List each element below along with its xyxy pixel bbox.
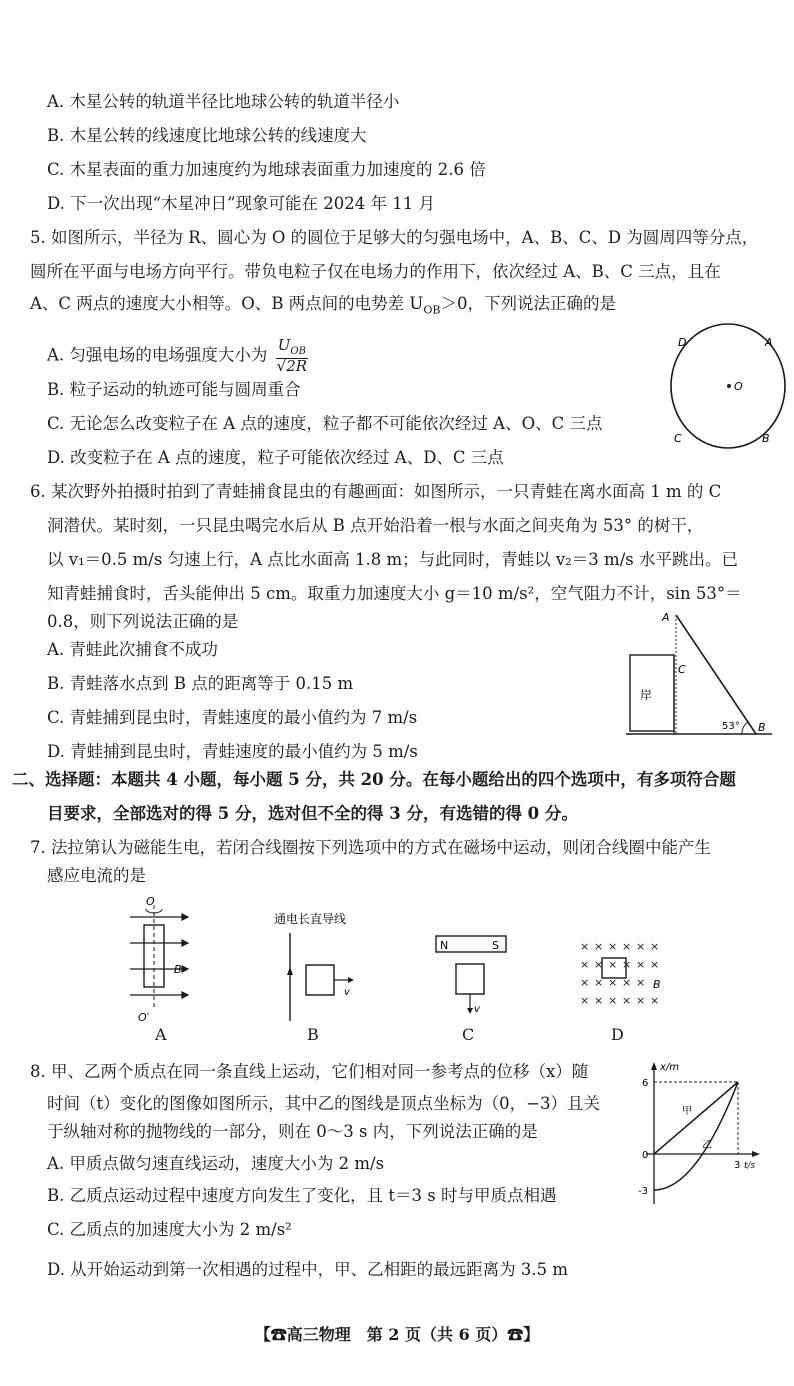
q8-stem-line3: 于纵轴对称的抛物线的一部分，则在 0～3 s 内，下列说法正确的是 (47, 1122, 538, 1141)
label-v: v (474, 1004, 480, 1015)
coil (306, 965, 334, 995)
label-o-top: O (146, 895, 155, 908)
svg-text:×: × (594, 994, 604, 1007)
svg-text:×: × (580, 940, 590, 953)
bank-label: 岸 (640, 688, 653, 702)
center-dot (727, 384, 731, 388)
svg-text:×: × (580, 976, 590, 989)
label-n: N (440, 939, 449, 952)
label-b: B (762, 432, 770, 445)
magnetic-field-crosses (580, 940, 659, 1007)
page-footer: 【☎高三物理 第 2 页（共 6 页）☎】 (254, 1325, 540, 1344)
q5-option-c: C. 无论怎么改变粒子在 A 点的速度，粒子都不可能依次经过 A、O、C 三点 (47, 414, 603, 433)
svg-text:×: × (650, 994, 660, 1007)
svg-text:×: × (580, 994, 590, 1007)
svg-text:×: × (608, 994, 618, 1007)
q6-stem-line4: 知青蛙捕食时，舌头能伸出 5 cm。取重力加速度大小 g＝10 m/s²，空气阻力不计，sin 53°＝ (47, 584, 742, 603)
q4-option-c: C. 木星表面的重力加速度约为地球表面重力加速度的 2.6 倍 (47, 160, 486, 179)
label-c: C (674, 432, 682, 445)
label-yi: 乙 (702, 1140, 712, 1151)
q7-caption-d: D (611, 1025, 624, 1044)
q6-frog-figure (626, 607, 776, 739)
q7-caption-a: A (155, 1025, 167, 1044)
current-arrow (287, 967, 293, 975)
q6-option-c: C. 青蛙捕到昆虫时，青蛙速度的最小值约为 7 m/s (47, 708, 418, 727)
q7-figure-b (262, 905, 362, 1025)
parabola-yi (654, 1082, 741, 1190)
field-strength-fraction: $\frac{U_{OB}}{√2R}$ (276, 336, 308, 375)
label-v: v (344, 987, 350, 998)
q8-stem-line1: 8. 甲、乙两个质点在同一条直线上运动，它们相对同一参考点的位移（x）随 (30, 1062, 589, 1081)
q7-caption-c: C (462, 1025, 475, 1044)
svg-text:×: × (594, 976, 604, 989)
line-jia (654, 1082, 738, 1154)
q8-option-c: C. 乙质点的加速度大小为 2 m/s² (47, 1220, 292, 1239)
q6-stem-line1: 6. 某次野外拍摄时拍到了青蛙捕食昆虫的有趣画面：如图所示，一只青蛙在离水面高 1 m 的 C (30, 482, 722, 501)
y-axis-label: x/m (660, 1062, 680, 1073)
q4-option-d: D. 下一次出现“木星冲日”现象可能在 2024 年 11 月 (47, 194, 435, 213)
svg-text:×: × (580, 958, 590, 971)
svg-text:×: × (622, 994, 632, 1007)
q7-caption-b: B (307, 1025, 319, 1044)
label-c: C (678, 663, 686, 676)
q7-stem-line2: 感应电流的是 (47, 866, 146, 885)
angle-label: 53° (722, 721, 740, 732)
svg-text:×: × (622, 940, 632, 953)
q6-stem-line2: 洞潜伏。某时刻，一只昆虫喝完水后从 B 点开始沿着一根与水面之间夹角为 53° 的树干， (47, 516, 704, 535)
section2-line2: 目要求，全部选对的得 5 分，选对但不全的得 3 分，有选错的得 0 分。 (47, 804, 578, 823)
q8-option-a: A. 甲质点做匀速直线运动，速度大小为 2 m/s (47, 1154, 385, 1173)
label-jia: 甲 (682, 1106, 692, 1117)
q8-stem-line2: 时间（t）变化的图像如图所示，其中乙的图线是顶点坐标为（0，−3）且关 (47, 1094, 600, 1113)
label-b: B (174, 963, 182, 976)
svg-text:×: × (636, 994, 646, 1007)
q7-figure-a (120, 895, 206, 1030)
label-b: B (653, 978, 661, 991)
q6-option-d: D. 青蛙捕到昆虫时，青蛙速度的最小值约为 5 m/s (47, 742, 418, 761)
svg-text:×: × (622, 976, 632, 989)
q5-option-d: D. 改变粒子在 A 点的速度，粒子可能依次经过 A、D、C 三点 (47, 448, 504, 467)
section2-line1: 二、选择题：本题共 4 小题，每小题 5 分，共 20 分。在每小题给出的四个选项中，有多项符合题 (12, 770, 736, 789)
svg-text:×: × (594, 958, 604, 971)
q8-xt-graph (632, 1058, 762, 1208)
q7-figure-c (432, 932, 512, 1018)
q6-stem-line5: 0.8，则下列说法正确的是 (47, 612, 239, 631)
tick-neg3: -3 (638, 1186, 648, 1197)
svg-text:×: × (608, 976, 618, 989)
svg-text:×: × (608, 940, 618, 953)
label-s: S (492, 939, 499, 952)
svg-text:×: × (594, 940, 604, 953)
q6-option-a: A. 青蛙此次捕食不成功 (47, 640, 218, 659)
tick-6: 6 (642, 1078, 649, 1089)
q5-stem-line2: 圆所在平面与电场方向平行。带负电粒子仅在电场力的作用下，依次经过 A、B、C 三点，且在 (30, 262, 721, 281)
q7-stem-line1: 7. 法拉第认为磁能生电，若闭合线圈按下列选项中的方式在磁场中运动，则闭合线圈中能产生 (30, 838, 711, 857)
tree-trunk (676, 615, 756, 734)
q8-option-d: D. 从开始运动到第一次相遇的过程中，甲、乙相距的最远距离为 3.5 m (47, 1260, 569, 1279)
q4-option-b: B. 木星公转的线速度比地球公转的线速度大 (47, 126, 367, 145)
label-d: D (678, 336, 687, 349)
svg-text:×: × (622, 958, 632, 971)
wire-label: 通电长直导线 (274, 912, 347, 926)
q4-option-a: A. 木星公转的轨道半径比地球公转的轨道半径小 (47, 92, 400, 111)
angle-arc (742, 722, 748, 734)
q6-stem-line3: 以 v₁＝0.5 m/s 匀速上行，A 点比水面高 1.8 m；与此同时，青蛙以 v₂＝3 m/s 水平跳出。已 (47, 550, 738, 569)
q6-option-b: B. 青蛙落水点到 B 点的距离等于 0.15 m (47, 674, 354, 693)
label-a: A (765, 336, 773, 349)
label-o: O (734, 380, 743, 393)
label-a: A (662, 611, 670, 624)
q7-figure-d (576, 938, 668, 1020)
q5-circle-figure (662, 318, 792, 456)
label-b: B (758, 721, 766, 734)
svg-text:×: × (636, 976, 646, 989)
q5-option-b: B. 粒子运动的轨迹可能与圆周重合 (47, 380, 301, 399)
tick-0: 0 (642, 1150, 649, 1161)
svg-text:×: × (636, 958, 646, 971)
q5-option-a: A. 匀强电场的电场强度大小为 $\frac{U_{OB}}{√2R}$ (47, 336, 308, 375)
q8-option-b: B. 乙质点运动过程中速度方向发生了变化，且 t＝3 s 时与甲质点相遇 (47, 1186, 557, 1205)
svg-text:×: × (650, 958, 660, 971)
q5-stem-line3: A、C 两点的速度大小相等。O、B 两点间的电势差 $U_{OB}>0$，下列说法正确的是 (30, 294, 616, 317)
coil (456, 964, 484, 994)
tick-3: 3 (734, 1160, 741, 1171)
svg-text:×: × (636, 940, 646, 953)
q5-stem-line1: 5. 如图所示，半径为 R、圆心为 O 的圆位于足够大的匀强电场中，A、B、C、D 为圆周四等分点， (30, 228, 759, 247)
svg-text:×: × (650, 940, 660, 953)
svg-text:×: × (608, 958, 618, 971)
label-o-bottom: O′ (138, 1011, 150, 1024)
t-axis-label: t/s (744, 1161, 756, 1171)
